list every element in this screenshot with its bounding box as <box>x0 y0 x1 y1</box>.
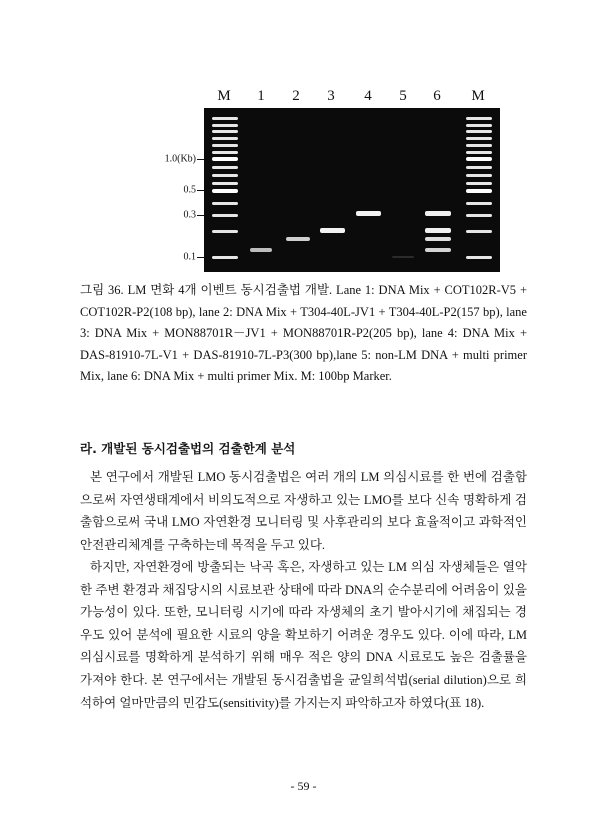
gel-size-markers <box>150 108 206 272</box>
gel-lane-labels <box>204 88 500 108</box>
figure-caption: 그림 36. LM 면화 4개 이벤트 동시검출법 개발. Lane 1: DNA Mix + COT102R-V5 + COT102R-P2(108 bp), lane 2: DNA Mix + T304-40L-JV1 + T304-40L-P2(157 bp), lane 3: DNA Mix + MON88701R－JV1 + MON88701R-P2(205 bp), lane 4: DNA Mix + DAS-81910-7L-V1 + DAS-81910-7L-P3(300 bp),lane 5: non-LM DNA + multi primer Mix, lane 6: DNA Mix + multi primer Mix. M: 100bp Marker. <box>80 283 527 383</box>
lane-label-5: 5 <box>399 88 407 104</box>
lane-label-2: 2 <box>292 88 300 104</box>
body-paragraph-2: 하지만, 자연환경에 방출되는 낙곡 혹은, 자생하고 있는 LM 의심 자생체들은 열악한 주변 환경과 채집당시의 시료보관 상태에 따라 DNA의 순수분리에 어려움이 있을 가능성이 있다. 또한, 모니터링 시기에 따라 자생체의 초기 발아시기에 채집되는 경우도 있어 분석에 필요한 시료의 양을 확보하기 어려운 경우도 있다. 이에 따라, LM 의심시료를 명확하게 분석하기 위해 매우 적은 양의 DNA 시료로도 높은 검출률을 가져야 한다. 본 연구에서는 개발된 동시검출법을 균일희석법(serial dilution)으로 희석하여 얼마만큼의 민감도(sensitivity)를 가지는지 파악하고자 하였다(표 18). <box>80 560 527 710</box>
lane-2-band <box>286 237 310 241</box>
lane-4-band <box>356 211 381 216</box>
lane-label-1: 1 <box>257 88 265 104</box>
size-marker-0-5: 0.5 <box>183 184 196 196</box>
section-heading: 라. 개발된 동시검출법의 검출한계 분석 <box>80 441 296 456</box>
lane-label-3: 3 <box>327 88 335 104</box>
lane-label-m-left: M <box>217 88 231 104</box>
page-number: - 59 - <box>290 779 317 793</box>
lane-label-4: 4 <box>364 88 372 104</box>
lane-5-band <box>392 256 414 258</box>
lane-label-m-right: M <box>471 88 485 104</box>
gel-electrophoresis-image <box>204 108 500 272</box>
size-marker-1kb: 1.0(Kb) <box>164 153 196 165</box>
lane-1-band <box>250 248 272 252</box>
lane-label-6: 6 <box>433 88 441 104</box>
size-marker-0-3: 0.3 <box>183 209 196 221</box>
size-marker-0-1: 0.1 <box>183 251 196 263</box>
body-paragraph-1: 본 연구에서 개발된 LMO 동시검출법은 여러 개의 LM 의심시료를 한 번에 검출함으로써 자연생태계에서 비의도적으로 자생하고 있는 LMO를 보다 신속 명확하게 검출함으로써 국내 LMO 자연환경 모니터링 및 사후관리의 보다 효율적이고 과학적인 안전관리체계를 구축하는데 목적을 두고 있다. <box>80 470 527 552</box>
lane-3-band <box>320 228 345 233</box>
